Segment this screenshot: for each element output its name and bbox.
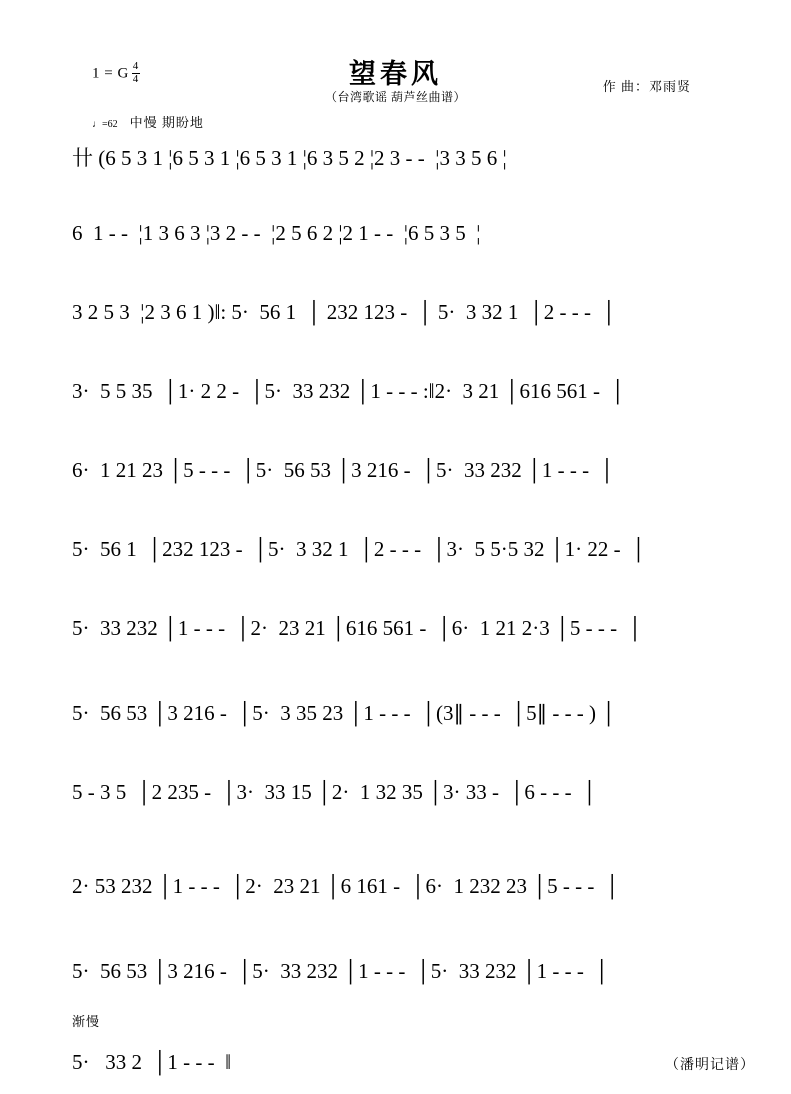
composer-credit: 作 曲：邓雨贤 — [602, 79, 691, 94]
score-line-text: 6 1 - - ¦1 3 6 3 ¦3 2 - - ¦2 5 6 2 ¦2 1 - - ¦6 5 3 5 ¦ — [72, 221, 481, 245]
tempo-marking: ♩=62 — [92, 119, 118, 130]
score-line — [72, 766, 722, 824]
meter-denominator: 4 — [132, 72, 139, 85]
score-line-text: 卄 (6 5 3 1 ¦6 5 3 1 ¦6 5 3 1 ¦6 3 5 2 ¦2 3 - - ¦3 3 5 6 ¦ — [72, 146, 507, 170]
score-line-text: 2· 53 232 │1 - - - │2· 23 21 │6 161 - │6· 1 232 23 │5 - - - │ — [72, 874, 620, 898]
score-line-text: 5· 56 53 │3 216 - │5· 33 232 │1 - - - │5· 33 232 │1 - - - │ — [72, 959, 610, 983]
score-line-text: 6· 1 21 23 │5 - - - │5· 56 53 │3 216 - │5· 33 232 │1 - - - │ — [72, 458, 615, 482]
page-subtitle: （台湾歌谣 葫芦丝曲谱） — [324, 90, 466, 104]
ritardando-marking: 渐慢 — [72, 1014, 101, 1029]
score-line — [72, 365, 722, 423]
key-label: 1 = G — [92, 65, 129, 82]
score-line-text: 5· 56 1 │232 123 - │5· 3 32 1 │2 - - - │3· 5 5·5 32 │1· 22 - │ — [72, 537, 646, 561]
score-line-text: 5· 33 2 │1 - - - ‖ — [72, 1050, 231, 1074]
score-line — [72, 945, 722, 1003]
score-line — [72, 207, 722, 265]
score-line-text: 3· 5 5 35 │1· 2 2 - │5· 33 232 │1 - - - :‖2· 3 21 │616 561 - │ — [72, 379, 626, 403]
score-line-text: 5· 33 232 │1 - - - │2· 23 21 │616 561 - │6· 1 21 2·3 │5 - - - │ — [72, 616, 643, 640]
transcriber-credit: （潘明记谱） — [665, 1058, 755, 1073]
score-line — [72, 286, 722, 344]
expression-marking: 中慢 期盼地 — [129, 115, 204, 130]
page-title: 望春风 — [349, 59, 442, 90]
score-line-text: 5 - 3 5 │2 235 - │3· 33 15 │2· 1 32 35 │3· 33 - │6 - - - │ — [72, 780, 597, 804]
score-line — [72, 523, 722, 581]
score-line — [72, 1036, 722, 1094]
score-line — [72, 687, 722, 745]
score-line — [72, 602, 722, 660]
score-line — [72, 128, 722, 186]
score-line — [72, 444, 722, 502]
meter-numerator: 4 — [132, 60, 139, 72]
score-line-text: 3 2 5 3 ¦2 3 6 1 )‖: 5· 56 1 │ 232 123 - │ 5· 3 32 1 │2 - - - │ — [72, 300, 617, 324]
score-line — [72, 860, 722, 918]
score-line-text: 5· 56 53 │3 216 - │5· 3 35 23 │1 - - - │(3∥ - - - │5∥ - - - ) │ — [72, 701, 617, 725]
